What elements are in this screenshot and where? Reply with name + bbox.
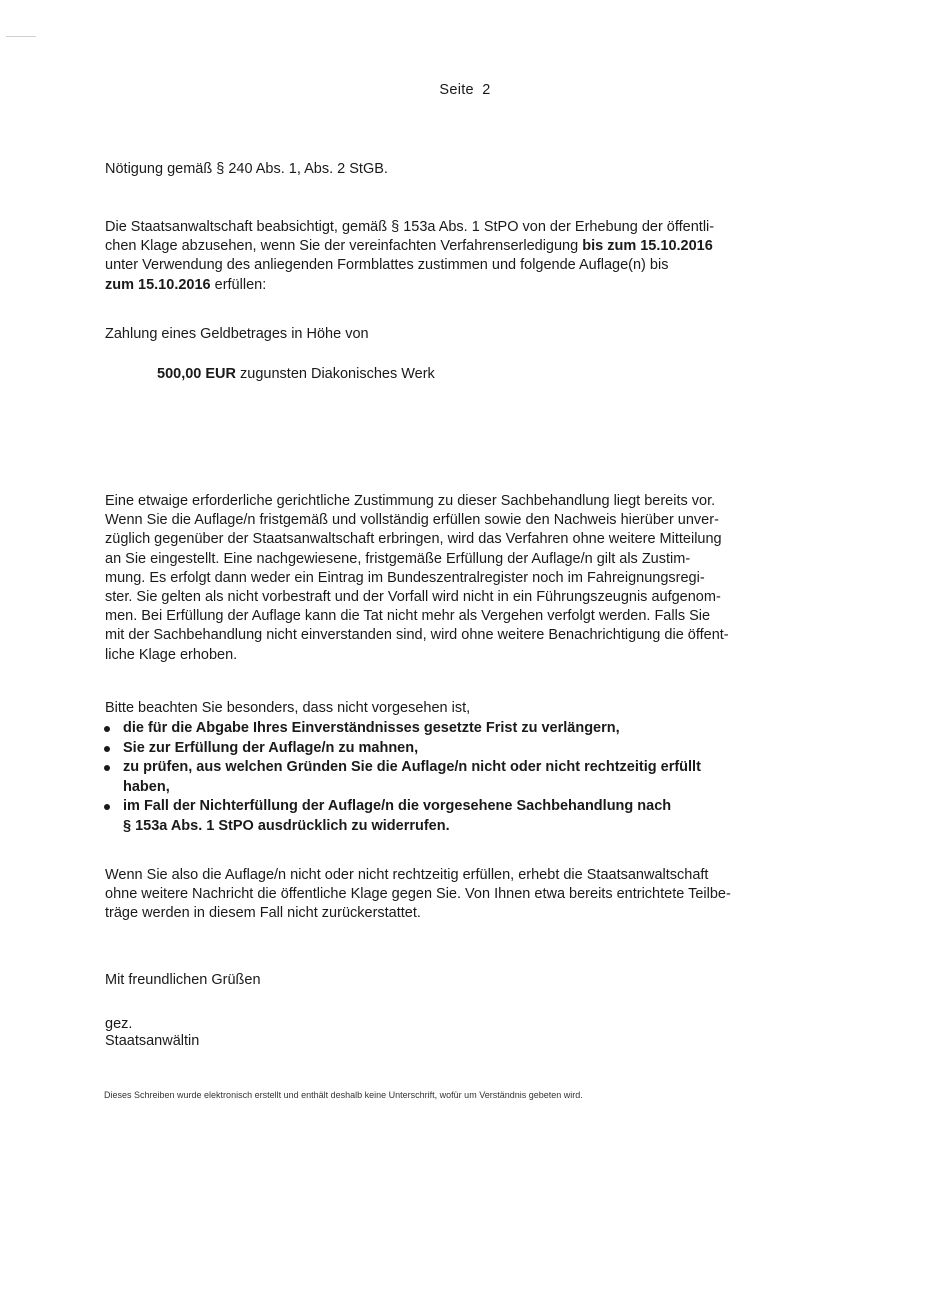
- intro-line-1: Die Staatsanwaltschaft beabsichtigt, gemäß § 153a Abs. 1 StPO von der Erhebung der öffentli-: [105, 219, 715, 235]
- page-number: [0, 82, 930, 98]
- intro-line-4-end: erfüllen:: [214, 276, 267, 293]
- bullet-icon: [104, 765, 110, 771]
- intro-line-4: [105, 276, 820, 295]
- consequence-line: ohne weitere Nachricht die öffentliche Klage gegen Sie. Von Ihnen etwa bereits entrichtete Teilbe-: [105, 886, 731, 903]
- notice-item-text: im Fall der Nichterfüllung der Auflage/n die vorgesehene Sachbehandlung nach: [123, 798, 672, 814]
- notice-item: [103, 719, 823, 739]
- notice-item-text: § 153a Abs. 1 StPO ausdrücklich zu widerrufen.: [123, 817, 450, 834]
- deadline-fulfilment: zum 15.10.2016: [105, 276, 211, 293]
- offense-line: Nötigung gemäß § 240 Abs. 1, Abs. 2 StGB.: [105, 161, 388, 177]
- details-line: an Sie eingestellt. Eine nachgewiesene, fristgemäße Erfüllung der Auflage/n gilt als Zustim-: [105, 550, 691, 567]
- consequence-line: Wenn Sie also die Auflage/n nicht oder nicht rechtzeitig erfüllen, erhebt die Staatsanwaltschaft: [105, 867, 709, 883]
- closing-signed: gez.: [105, 1016, 133, 1032]
- details-line: mung. Es erfolgt dann weder ein Eintrag im Bundeszentralregister noch im Fahreignungsregi-: [105, 569, 705, 586]
- details-line: mit der Sachbehandlung nicht einverstanden sind, wird ohne weitere Benachrichtigung die öffent-: [105, 627, 729, 644]
- intro-line-2: [105, 237, 820, 256]
- intro-line-2-text: chen Klage abzusehen, wenn Sie der vereinfachten Verfahrenserledigung: [105, 238, 579, 255]
- payment-amount-line: [157, 366, 435, 382]
- notice-item: [103, 739, 823, 759]
- payment-amount: 500,00 EUR: [157, 366, 236, 382]
- notice-list: [103, 719, 823, 836]
- scan-artifact: [6, 36, 36, 37]
- notice-item-text: die für die Abgabe Ihres Einverständnisses gesetzte Frist zu verlängern,: [123, 720, 620, 736]
- intro-line-3: unter Verwendung des anliegenden Formblattes zustimmen und folgende Auflage(n) bis: [105, 257, 669, 274]
- notice-item: [103, 797, 823, 836]
- notice-item-text: zu prüfen, aus welchen Gründen Sie die Auflage/n nicht oder nicht rechtzeitig erfüllt: [123, 759, 701, 775]
- intro-paragraph: [105, 218, 820, 295]
- details-paragraph: [105, 492, 820, 665]
- payment-recipient: zugunsten Diakonisches Werk: [240, 366, 435, 382]
- deadline-consent: bis zum 15.10.2016: [582, 238, 713, 255]
- details-line: men. Bei Erfüllung der Auflage kann die Tat nicht mehr als Vergehen verfolgt werden. Falls Sie: [105, 608, 711, 625]
- bullet-icon: [104, 746, 110, 752]
- page-label: Seite: [439, 82, 474, 98]
- payment-label: Zahlung eines Geldbetrages in Höhe von: [105, 326, 369, 342]
- notice-item: [103, 758, 823, 797]
- consequence-paragraph: [105, 866, 820, 924]
- details-line: Wenn Sie die Auflage/n fristgemäß und vollständig erfüllen sowie den Nachweis hierüber unver-: [105, 512, 719, 529]
- details-line: liche Klage erhoben.: [105, 646, 238, 663]
- bullet-icon: [104, 804, 110, 810]
- details-line: züglich gegenüber der Staatsanwaltschaft erbringen, wird das Verfahren ohne weitere Mitteilung: [105, 531, 722, 548]
- details-line: ster. Sie gelten als nicht vorbestraft und der Vorfall wird nicht in ein Führungszeugnis aufgenom-: [105, 589, 721, 606]
- page-number-value: 2: [482, 82, 491, 98]
- bullet-icon: [104, 726, 110, 732]
- consequence-line: träge werden in diesem Fall nicht zurückerstattet.: [105, 905, 421, 922]
- details-line: Eine etwaige erforderliche gerichtliche Zustimmung zu dieser Sachbehandlung liegt bereits vor.: [105, 493, 716, 509]
- notice-item-text: haben,: [123, 778, 170, 795]
- notice-item-text: Sie zur Erfüllung der Auflage/n zu mahnen,: [123, 739, 419, 756]
- closing-greeting: Mit freundlichen Grüßen: [105, 972, 261, 988]
- footnote: Dieses Schreiben wurde elektronisch erstellt und enthält deshalb keine Unterschrift, wofür um Verständnis gebeten wird.: [104, 1090, 583, 1100]
- notice-intro: Bitte beachten Sie besonders, dass nicht vorgesehen ist,: [105, 700, 471, 716]
- closing-role: Staatsanwältin: [105, 1033, 200, 1049]
